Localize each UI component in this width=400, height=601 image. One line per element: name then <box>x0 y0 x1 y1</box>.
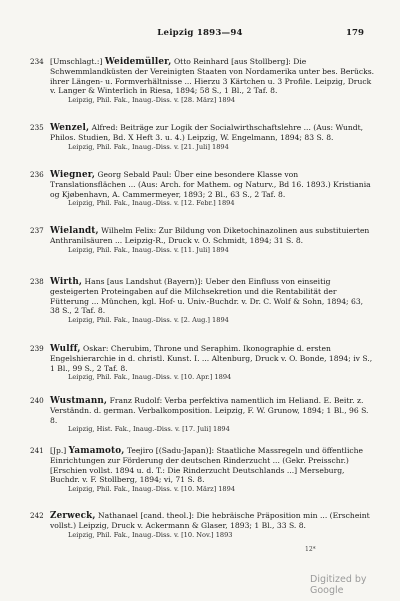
entry-dissertation-note: Leipzig, Phil. Fak., Inaug.-Diss. v. [10. Nov.] 1893 <box>68 530 233 539</box>
bibliography-entry <box>30 344 375 382</box>
entry-dissertation-note: Leipzig, Phil. Fak., Inaug.-Diss. v. [10. März] 1894 <box>68 484 236 493</box>
entry-number: 234 <box>30 57 44 66</box>
entry-prefix: [Umschlagt.:] <box>50 57 105 66</box>
bibliography-entry <box>30 511 375 540</box>
entry-dissertation-note: Leipzig, Phil. Fak., Inaug.-Diss. v. [28. März] 1894 <box>68 95 236 104</box>
entry-text: Teejiro [(Sadu-Japan)]: Staatliche Massregeln und öffentliche Einrichtungen zur Förderung der deutschen Rinderzucht ... (Gekr. Preisschr.) [Erschien vollst. 1894 u. d. T.: Die Rinderzucht Deutschlands ...] Merseburg, Buchdr. v. F. Stollberg, 1894; vi, 71 S. 8. <box>50 446 364 485</box>
entry-heading: Wielandt, <box>50 226 99 236</box>
entry-dissertation-note: Leipzig, Phil. Fak., Inaug.-Diss. v. [2. Aug.] 1894 <box>68 315 229 324</box>
entry-heading: Yamamoto, <box>68 446 125 456</box>
entry-heading: Wenzel, <box>50 123 90 133</box>
bibliography-entry <box>30 226 375 255</box>
entry-heading: Wirth, <box>50 277 83 287</box>
page-header <box>0 28 400 42</box>
entry-heading: Weidemüller, <box>104 57 172 67</box>
entry-number: 242 <box>30 511 44 520</box>
google-watermark: Digitized by Google <box>310 574 367 596</box>
entry-text: Hans [aus Landshut (Bayern)]: Ueber den Einfluss von einseitig gesteigerten Proteingaben auf die Milchsekretion und die Rentabilität der Fütterung ... München, kgl. Hof- u. Univ.-Buchdr. v. Dr. C. Wolf & Sohn, 1894; 63, 38 S., 2 Taf. 8. <box>50 277 364 316</box>
entry-text: Wilhelm Felix: Zur Bildung von Diketochinazolinen aus substituierten Anthranilsäuren ... Leipzig-R., Druck v. O. Schmidt, 1894; 31 S. 8. <box>50 226 370 246</box>
bibliography-entry <box>30 170 375 208</box>
entry-heading: Wulff, <box>50 344 81 354</box>
entry-text: Georg Sebald Paul: Über eine besondere Klasse von Translationsflächen ... (Aus: Arch. for Mathem. og Naturv., Bd 16. 1893.) Kristiania og Kjøbenhavn, A. Cammermeyer, 1893; 2 Bl., 63 S., 2 Taf. 8. <box>50 170 371 199</box>
entry-number: 235 <box>30 123 44 132</box>
entry-dissertation-note: Leipzig, Hist. Fak., Inaug.-Diss. v. [17. Juli] 1894 <box>68 425 230 434</box>
bibliography-entry <box>30 57 375 105</box>
entry-number: 236 <box>30 170 44 179</box>
entry-number: 238 <box>30 277 44 286</box>
running-title: Leipzig 1893—94 <box>157 28 243 38</box>
entry-number: 239 <box>30 344 44 353</box>
entry-text: Franz Rudolf: Verba perfektiva namentlich im Heliand. E. Beitr. z. Verständn. d. german. Verbalkomposition. Leipzig, F. W. Grunow, 1894; 1 Bl., 96 S. 8. <box>50 396 369 425</box>
entry-text: Otto Reinhard [aus Stollberg]: Die Schwemmlandküsten der Vereinigten Staaten von Nordamerika unter bes. Berücks. ihrer Längen- u. Formverhältnisse ... Hierzu 3 Kärtchen u. 3 Profile. Leipzig, Druck v. Langer & Winterlich in Riesa, 1894; 58 S., 1 Bl., 2 Taf. 8. <box>50 57 375 96</box>
entry-dissertation-note: Leipzig, Phil. Fak., Inaug.-Diss. v. [11. Juli] 1894 <box>68 245 229 254</box>
entry-number: 237 <box>30 226 44 235</box>
page-number: 179 <box>346 28 364 38</box>
entry-text: Alfred: Beiträge zur Logik der Socialwirthschaftslehre ... (Aus: Wundt, Philos. Studien, Bd. X Heft 3. u. 4.) Leipzig, W. Engelmann, 1894; 83 S. 8. <box>50 123 364 143</box>
signature-mark: 12* <box>305 546 316 553</box>
entry-heading: Zerweck, <box>50 511 96 521</box>
entry-number: 241 <box>30 446 44 455</box>
entry-heading: Wustmann, <box>50 396 108 406</box>
entry-heading: Wiegner, <box>50 170 96 180</box>
bibliography-entry <box>30 123 375 152</box>
entry-text: Oskar: Cherubim, Throne und Seraphim. Ikonographie d. ersten Engelshierarchie in d. christl. Kunst. I. ... Altenburg, Druck v. O. Bonde, 1894; iv S., 1 Bl., 99 S., 2 Taf. 8. <box>50 344 373 373</box>
entry-dissertation-note: Leipzig, Phil. Fak., Inaug.-Diss. v. [21. Juli] 1894 <box>68 142 229 151</box>
bibliography-entry <box>30 396 375 434</box>
bibliography-entry <box>30 277 375 325</box>
bibliography-entry <box>30 446 375 494</box>
entry-dissertation-note: Leipzig, Phil. Fak., Inaug.-Diss. v. [10. Apr.] 1894 <box>68 373 232 382</box>
entry-prefix: [Jp.] <box>50 446 69 455</box>
entry-number: 240 <box>30 396 44 405</box>
entry-dissertation-note: Leipzig, Phil. Fak., Inaug.-Diss. v. [12. Febr.] 1894 <box>68 199 235 208</box>
entry-text: Nathanael [cand. theol.]: Die hebräische Präposition min ... (Erscheint vollst.) Leipzig, Druck v. Ackermann & Glaser, 1893; 1 Bl., 33 S. 8. <box>50 511 370 531</box>
